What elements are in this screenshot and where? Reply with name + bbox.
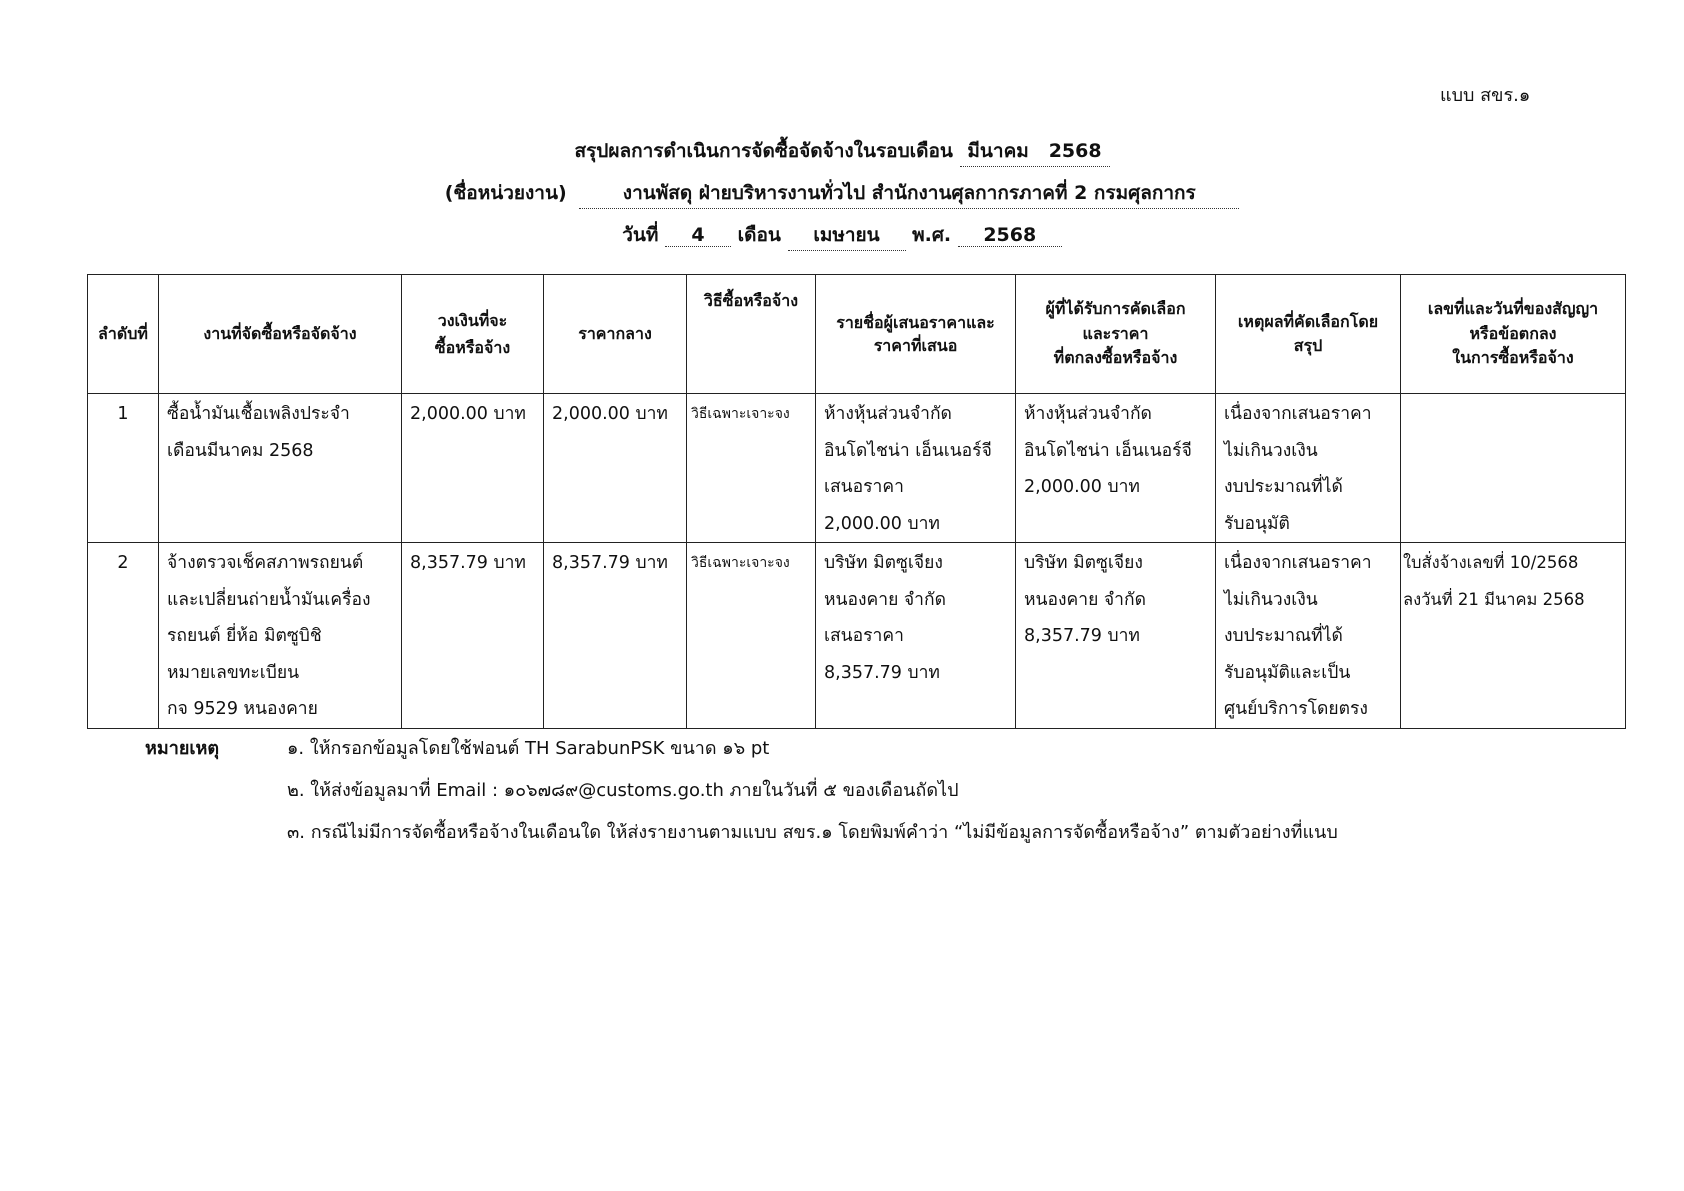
- row-median-price: 8,357.79 บาท: [544, 543, 687, 729]
- row-item: จ้างตรวจเช็คสภาพรถยนต์ และเปลี่ยนถ่ายน้ำมันเครื่อง รถยนต์ ยี่ห้อ มิตซูบิชิ หมายเลขทะเบียน กจ 9529 หนองคาย: [159, 543, 402, 729]
- col-header-reason: เหตุผลที่คัดเลือกโดย สรุป: [1216, 275, 1401, 394]
- table-header-row: [88, 275, 1626, 394]
- row-contract: ใบสั่งจ้างเลขที่ 10/2568 ลงวันที่ 21 มีนาคม 2568: [1401, 543, 1626, 729]
- procurement-table: [87, 274, 1626, 729]
- report-month: มีนาคม: [967, 140, 1029, 162]
- row-bidders: บริษัท มิตซูเจียง หนองคาย จำกัด เสนอราคา 8,357.79 บาท: [816, 543, 1016, 729]
- table-row: [88, 543, 1626, 729]
- agency-label: (ชื่อหน่วยงาน): [444, 182, 567, 204]
- col-header-contract: เลขที่และวันที่ของสัญญา หรือข้อตกลง ในการซื้อหรือจ้าง: [1401, 275, 1626, 394]
- row-method: วิธีเฉพาะเจาะจง: [687, 543, 816, 729]
- row-reason: เนื่องจากเสนอราคา ไม่เกินวงเงิน งบประมาณที่ได้ รับอนุมัติและเป็น ศูนย์บริการโดยตรง: [1216, 543, 1401, 729]
- row-contract: [1401, 394, 1626, 543]
- col-header-seq: ลำดับที่: [88, 275, 159, 394]
- row-budget: 2,000.00 บาท: [402, 394, 544, 543]
- row-seq: 1: [88, 394, 159, 543]
- title-prefix: สรุปผลการดำเนินการจัดซื้อจัดจ้างในรอบเดือน: [574, 140, 953, 162]
- row-selected: บริษัท มิตซูเจียง หนองคาย จำกัด 8,357.79 บาท: [1016, 543, 1216, 729]
- notes-label: หมายเหตุ: [145, 738, 220, 759]
- year-label: พ.ศ.: [912, 224, 952, 246]
- row-method: วิธีเฉพาะเจาะจง: [687, 394, 816, 543]
- row-selected: ห้างหุ้นส่วนจำกัด อินโดไชน่า เอ็นเนอร์จี 2,000.00 บาท: [1016, 394, 1216, 543]
- col-header-bidders: รายชื่อผู้เสนอราคาและ ราคาที่เสนอ: [816, 275, 1016, 394]
- row-bidders: ห้างหุ้นส่วนจำกัด อินโดไชน่า เอ็นเนอร์จี เสนอราคา 2,000.00 บาท: [816, 394, 1016, 543]
- report-month-name: เมษายน: [788, 220, 906, 251]
- row-seq: 2: [88, 543, 159, 729]
- col-header-method: วิธีซื้อหรือจ้าง: [687, 275, 816, 394]
- report-year: 2568: [1048, 140, 1102, 162]
- report-title: [0, 136, 1684, 167]
- report-month-year: [960, 136, 1110, 167]
- note-item: ๑. ให้กรอกข้อมูลโดยใช้ฟอนต์ TH SarabunPSK ขนาด ๑๖ pt: [287, 738, 770, 759]
- col-header-budget: วงเงินที่จะ ซื้อหรือจ้าง: [402, 275, 544, 394]
- agency-line: [0, 178, 1684, 209]
- table-row: [88, 394, 1626, 543]
- note-item: ๒. ให้ส่งข้อมูลมาที่ Email : ๑๐๖๗๘๙@customs.go.th ภายในวันที่ ๕ ของเดือนถัดไป: [287, 780, 959, 801]
- form-code: แบบ สขร.๑: [1440, 85, 1531, 106]
- agency-name: งานพัสดุ ฝ่ายบริหารงานทั่วไป สำนักงานศุลกากรภาคที่ 2 กรมศุลกากร: [579, 178, 1239, 209]
- report-day: 4: [665, 224, 731, 247]
- report-buddhist-year: 2568: [958, 224, 1062, 247]
- month-label: เดือน: [737, 224, 781, 246]
- col-header-median-price: ราคากลาง: [544, 275, 687, 394]
- note-item: ๓. กรณีไม่มีการจัดซื้อหรือจ้างในเดือนใด ให้ส่งรายงานตามแบบ สขร.๑ โดยพิมพ์คำว่า “ไม่มีข้อมูลการจัดซื้อหรือจ้าง” ตามตัวอย่างที่แนบ: [287, 822, 1338, 843]
- row-median-price: 2,000.00 บาท: [544, 394, 687, 543]
- day-label: วันที่: [622, 224, 659, 246]
- col-header-selected: ผู้ที่ได้รับการคัดเลือก และราคา ที่ตกลงซื้อหรือจ้าง: [1016, 275, 1216, 394]
- col-header-item: งานที่จัดซื้อหรือจัดจ้าง: [159, 275, 402, 394]
- row-item: ซื้อน้ำมันเชื้อเพลิงประจำ เดือนมีนาคม 2568: [159, 394, 402, 543]
- row-reason: เนื่องจากเสนอราคา ไม่เกินวงเงิน งบประมาณที่ได้ รับอนุมัติ: [1216, 394, 1401, 543]
- row-budget: 8,357.79 บาท: [402, 543, 544, 729]
- report-date-line: [0, 220, 1684, 251]
